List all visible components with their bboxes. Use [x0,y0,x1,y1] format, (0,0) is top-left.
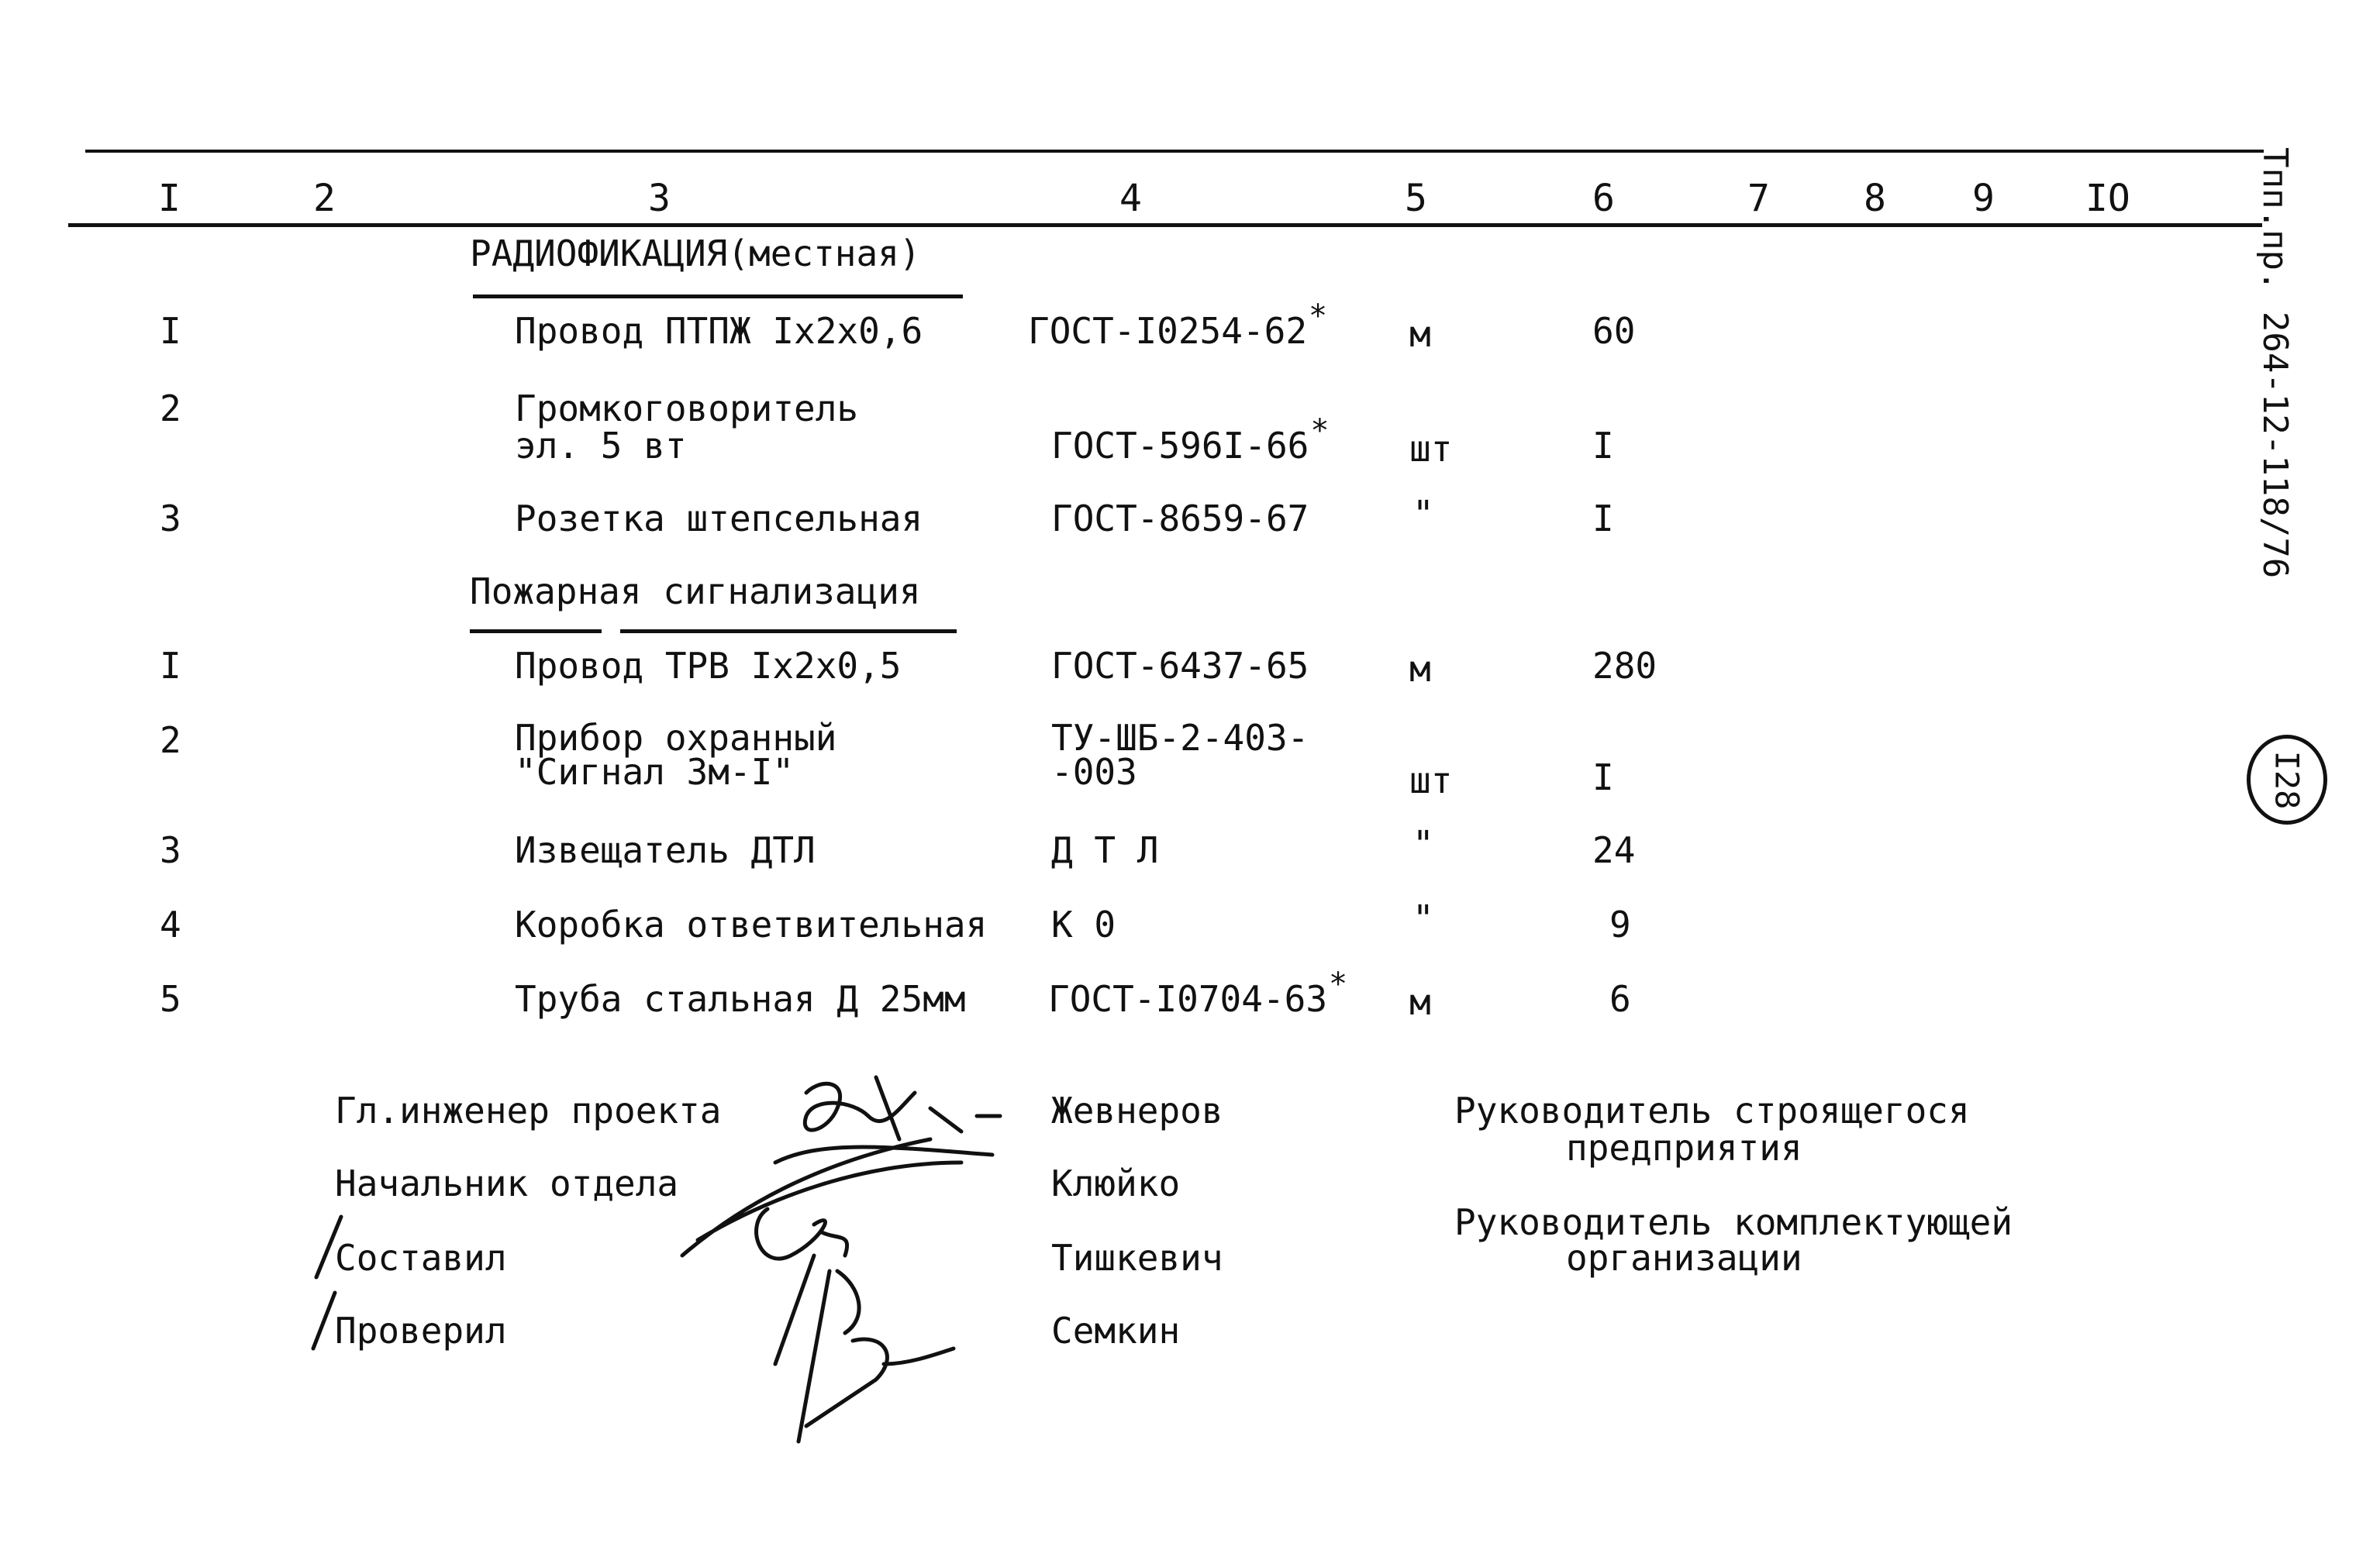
col-header-7: 7 [1747,177,1770,220]
role-chief-engineer: Гл.инженер проекта [335,1090,722,1132]
item-name-line1: Громкоговоритель [515,388,859,429]
item-standard-line2: -003 [1051,751,1137,793]
item-standard: К 0 [1051,904,1116,946]
approval-builder-line2: предприятия [1566,1127,1802,1169]
row-number: 4 [160,904,181,946]
item-qty: 6 [1609,978,1631,1020]
col-header-5: 5 [1405,177,1427,220]
item-unit: " [1412,897,1434,939]
item-standard-line1: ТУ-ШБ-2-403- [1051,717,1309,759]
col-header-10: IO [2085,177,2130,220]
item-unit: м [1409,648,1431,690]
item-qty: 60 [1592,310,1636,352]
item-unit: шт [1409,760,1453,801]
col-header-3: 3 [648,177,671,220]
item-qty: I [1592,498,1614,539]
item-name-line2: эл. 5 вт [515,425,687,467]
approval-supplier-line1: Руководитель комплектующей [1454,1201,2013,1243]
page-number-stamp [2247,735,2327,825]
item-unit: шт [1409,428,1453,470]
item-standard: ГОСТ-I0254-62* [1028,298,1328,352]
item-unit: " [1412,823,1434,865]
side-document-code: Тпп.пр. 264-12-118/76 [2255,147,2295,579]
role-compiled-by: Составил [335,1237,507,1279]
role-department-head: Начальник отдела [335,1163,679,1204]
approval-supplier-line2: организации [1566,1237,1802,1279]
item-unit: м [1409,981,1431,1023]
item-name: Коробка ответвительная [515,904,988,946]
row-number: 5 [160,978,181,1020]
item-qty: I [1592,425,1614,467]
row-number: 2 [160,719,181,761]
page-number: I28 [2268,750,2306,809]
section-title-radio: РАДИОФИКАЦИЯ(местная) [470,233,921,274]
name-compiled-by: Тишкевич [1051,1237,1223,1279]
item-standard: ГОСТ-8659-67 [1051,498,1309,539]
row-number: I [160,645,181,687]
col-header-8: 8 [1864,177,1886,220]
tick-mark [316,1217,341,1277]
col-header-4: 4 [1119,177,1142,220]
section-title-fire: Пожарная сигнализация [470,570,921,612]
col-header-2: 2 [313,177,336,220]
item-qty: I [1592,756,1614,798]
role-checked-by: Проверил [335,1310,507,1352]
item-standard: Д Т Л [1051,829,1159,871]
approval-builder-line1: Руководитель строящегося [1454,1090,1970,1132]
item-name-line1: Прибор охранный [515,717,837,759]
item-unit: м [1409,313,1431,355]
item-name: Провод ПТПЖ Iх2х0,6 [515,310,923,352]
item-qty: 24 [1592,829,1636,871]
name-department-head: Клюйко [1051,1163,1181,1204]
row-number: 3 [160,829,181,871]
item-name: Извещатель ДТЛ [515,829,816,871]
name-chief-engineer: Жевнеров [1051,1090,1223,1132]
item-standard: ГОСТ-6437-65 [1051,645,1309,687]
tick-mark [313,1293,335,1349]
item-name: Провод ТРВ Iх2х0,5 [515,645,902,687]
item-standard: ГОСТ-I0704-63* [1048,966,1348,1020]
name-checked-by: Семкин [1051,1310,1181,1352]
col-header-9: 9 [1972,177,1995,220]
col-header-6: 6 [1592,177,1615,220]
item-qty: 280 [1592,645,1657,687]
row-number: 3 [160,498,181,539]
item-qty: 9 [1609,904,1631,946]
row-number: I [160,310,181,352]
item-unit: " [1412,493,1434,535]
item-standard: ГОСТ-596I-66* [1051,413,1330,467]
col-header-1: I [158,177,181,220]
item-name-line2: "Сигнал 3м-I" [515,751,795,793]
row-number: 2 [160,388,181,429]
item-name: Труба стальная Д 25мм [515,978,966,1020]
item-name: Розетка штепсельная [515,498,923,539]
